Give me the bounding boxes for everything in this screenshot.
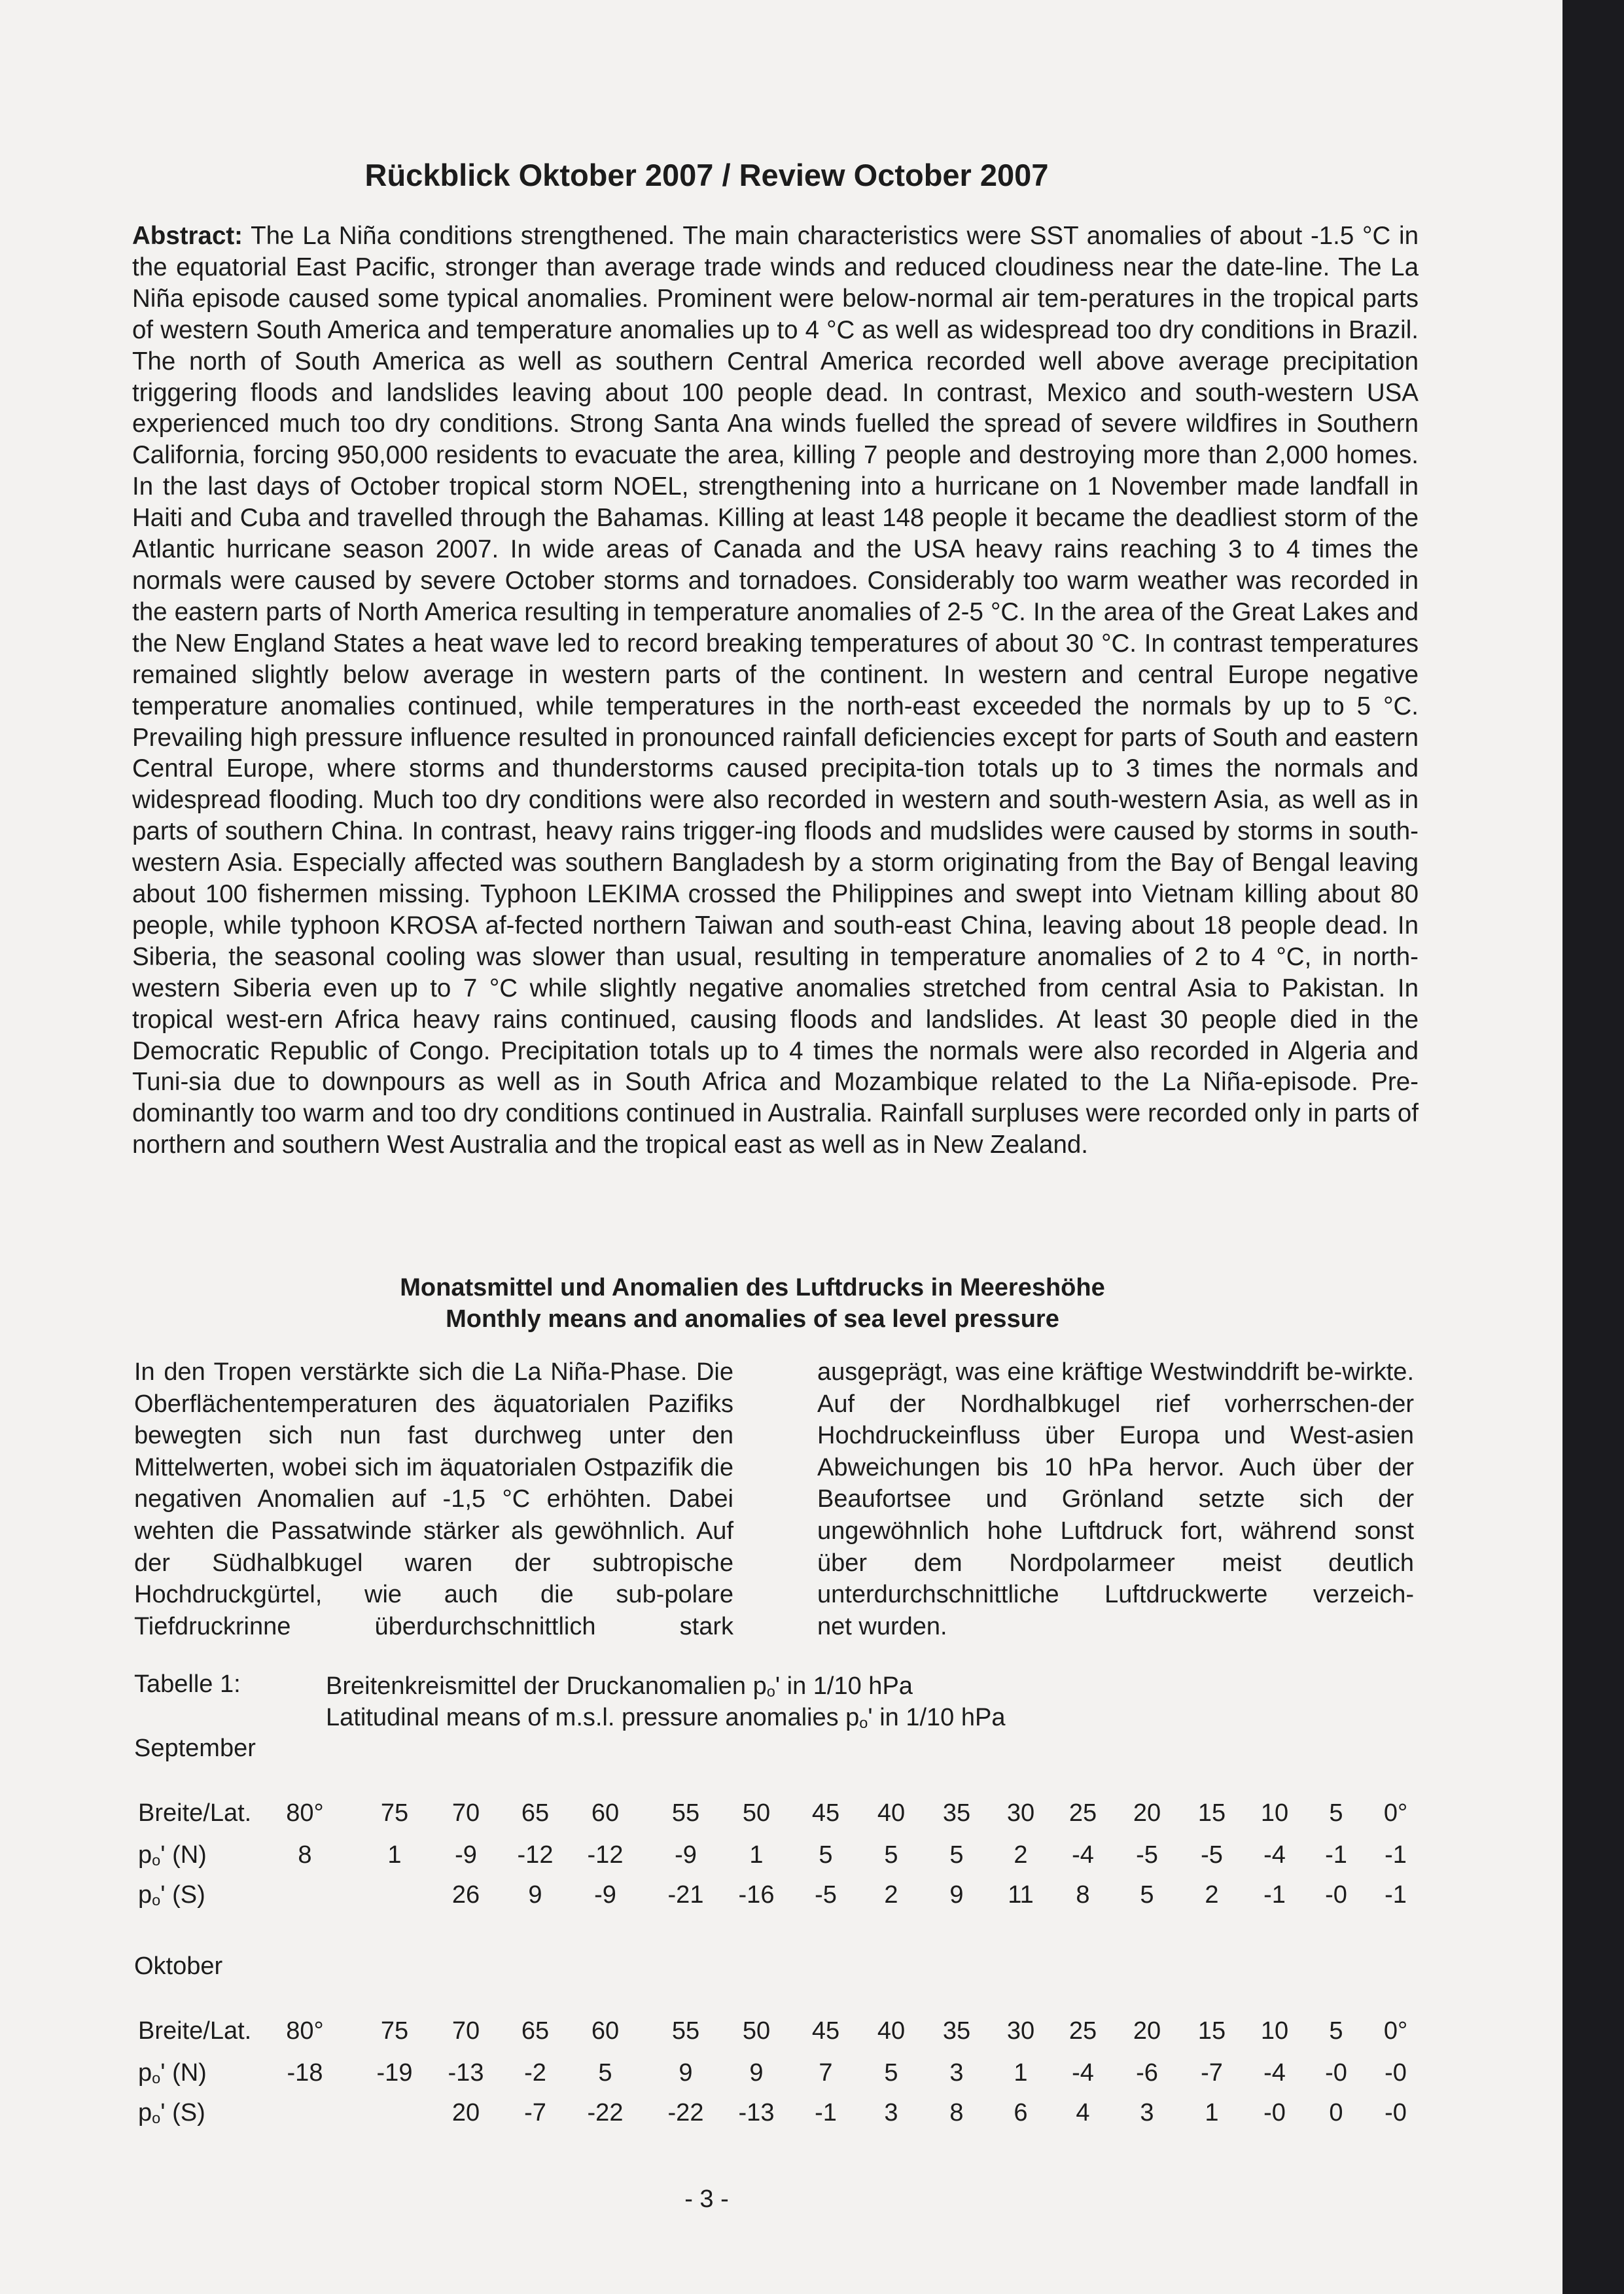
table-cell: -13 [448,2059,484,2087]
table-cell: -9 [675,1841,697,1869]
table-cell: 1 [387,1841,402,1869]
table-cell: 5 [598,2059,612,2087]
table-row [0,1841,1562,1871]
row-label-pressure-n: $p_o'$ (N) [138,2059,207,2087]
table-cell: -5 [1136,1841,1158,1869]
table-cell: 2 [1205,1881,1219,1909]
table-cell: 40 [877,2017,906,2045]
table-cell: 0 [1329,2099,1343,2126]
table-cell: 5 [819,1841,833,1869]
table-cell: 5 [1329,2017,1343,2045]
table-cell: 9 [679,2059,693,2087]
table-cell: 20 [1133,2017,1161,2045]
table-cell: 11 [1008,1881,1034,1909]
row-label-latitude: Breite/Lat. [138,2017,252,2045]
table-cell: -7 [524,2099,546,2126]
table-cell: -21 [667,1881,704,1909]
table-cell: -19 [376,2059,413,2087]
table-cell: 20 [1133,1799,1161,1827]
table-cell: 9 [749,2059,764,2087]
table-cell: -5 [815,1881,837,1909]
abstract-lead: Abstract: [132,222,243,250]
row-label-pressure-s: $p_o'$ (S) [138,1881,205,1909]
table-cell: -4 [1072,1841,1094,1869]
table-cell: 75 [380,2017,409,2045]
table-cell: 10 [1260,1799,1289,1827]
table-cell: 80° [286,1799,324,1827]
table-cell: 50 [742,1799,771,1827]
page-title: Rückblick Oktober 2007 / Review October 2007 [364,158,1049,192]
table-cell: 25 [1068,2017,1097,2045]
table-row [0,2059,1562,2089]
table-cell: 26 [451,1881,480,1909]
table-cell: 55 [671,1799,700,1827]
row-label-pressure-s: $p_o'$ (S) [138,2099,205,2127]
row-label-pressure-n: $p_o'$ (N) [138,1841,207,1869]
table-caption-german: Breitenkreismittel der Druckanomalien $p_o'$ in 1/10 hPa [326,1672,913,1701]
month-label: Oktober [134,1952,223,1980]
table-cell: 75 [380,1799,409,1827]
table-row [0,2017,1562,2047]
table-cell: -9 [594,1881,616,1909]
table-cell: 15 [1197,1799,1226,1827]
table-cell: -1 [1385,1841,1407,1869]
table-row [0,2099,1562,2129]
table-cell: 70 [451,2017,480,2045]
table-cell: -12 [587,1841,624,1869]
right-column-text: ausgeprägt, was eine kräftige Westwinddrift be-wirkte. Auf der Nordhalbkugel rief vorherrschen-der Hochdruckeinfluss über Europa und West-asien Abweichungen bis 10 hPa hervor. Auch über der Beaufortsee und Grönland setzte sich der ungewöhnlich hohe Luftdruck fort, während sonst über dem Nordpolarmeer meist deutlich unterdurchschnittliche Luftdruckwerte verzeich- [817,1358,1414,1609]
section-heading-german: Monatsmittel und Anomalien des Luftdrucks in Meereshöhe [400,1274,1105,1301]
table-cell: 8 [949,2099,964,2126]
table-cell: -0 [1385,2059,1407,2087]
table-cell: 1 [749,1841,764,1869]
table-cell: -4 [1072,2059,1094,2087]
table-cell: -2 [524,2059,546,2087]
table-cell: -22 [587,2099,624,2126]
right-column-last-line: net wurden. [817,1612,947,1640]
table-cell: 40 [877,1799,906,1827]
table-cell: -22 [667,2099,704,2126]
table-cell: -7 [1201,2059,1223,2087]
table-row [0,1881,1562,1911]
right-column [817,1356,1414,1642]
scan-dark-edge [1562,0,1624,2294]
table-cell: 0° [1383,2017,1408,2045]
table-cell: 8 [298,1841,312,1869]
table-cell: -0 [1385,2099,1407,2126]
abstract-paragraph [132,221,1419,1161]
table-cell: -1 [1385,1881,1407,1909]
table-cell: 9 [528,1881,542,1909]
month-label: September [134,1735,256,1762]
table-cell: 1 [1014,2059,1028,2087]
table-cell: -9 [455,1841,477,1869]
table-cell: -6 [1136,2059,1158,2087]
table-cell: 8 [1076,1881,1090,1909]
table-row [0,1799,1562,1829]
table-cell: 25 [1068,1799,1097,1827]
table-cell: 5 [949,1841,964,1869]
table-cell: 65 [521,2017,550,2045]
table-cell: 65 [521,1799,550,1827]
table-cell: 55 [671,2017,700,2045]
row-label-latitude: Breite/Lat. [138,1799,252,1827]
table-cell: -0 [1263,2099,1286,2126]
table-cell: 45 [811,1799,840,1827]
table-cell: 30 [1006,2017,1035,2045]
table-cell: 9 [949,1881,964,1909]
table-cell: -4 [1263,2059,1286,2087]
table-caption-english: Latitudinal means of m.s.l. pressure anomalies $p_o'$ in 1/10 hPa [326,1704,1006,1732]
table-cell: -1 [1325,1841,1347,1869]
table-cell: 35 [942,2017,971,2045]
left-column-text: In den Tropen verstärkte sich die La Niña-Phase. Die Oberflächentemperaturen des äquatorialen Pazifiks bewegten sich nun fast durchweg unter den Mittelwerten, wobei sich im äquatorialen Ostpazifik die negativen Anomalien auf -1,5 °C erhöhten. Dabei wehten die Passatwinde stärker als gewöhnlich. Auf der Südhalbkugel waren der subtropische Hochdruckgürtel, wie auch die sub-polare Tiefdruckrinne überdurchschnittlich stark [134,1358,733,1640]
table-cell: 3 [884,2099,898,2126]
table-cell: 15 [1197,2017,1226,2045]
table-cell: -0 [1325,1881,1347,1909]
table-cell: 60 [591,2017,620,2045]
table-cell: -16 [738,1881,775,1909]
table-cell: 3 [949,2059,964,2087]
table-cell: -1 [1263,1881,1286,1909]
table-cell: 4 [1076,2099,1090,2126]
table-cell: 6 [1014,2099,1028,2126]
table-cell: 5 [1140,1881,1154,1909]
section-heading-english: Monthly means and anomalies of sea level pressure [446,1305,1059,1333]
table-cell: 2 [1014,1841,1028,1869]
table-cell: 0° [1383,1799,1408,1827]
section-heading [0,1272,1505,1335]
table-cell: -0 [1325,2059,1347,2087]
table-cell: 70 [451,1799,480,1827]
page-number: - 3 - [684,2185,729,2213]
abstract-text: The La Niña conditions strengthened. The main characteristics were SST anomalies of about -1.5 °C in the equatorial East Pacific, stronger than average trade winds and reduced cloudiness near the date-line. The La Niña episode caused some typical anomalies. Prominent were below-normal air tem-peratures in the tropical parts of western South America and temperature anomalies up to 4 °C as well as widespread too dry conditions in Brazil. The north of South America as well as southern Central America recorded well above average precipitation triggering floods and landslides leaving about 100 people dead. In contrast, Mexico and south-western USA experienced much too dry conditions. Strong Santa Ana winds fuelled the spread of severe wildfires in Southern California, forcing 950,000 residents to evacuate the area, killing 7 people and destroying more than 2,000 homes. In the last days of October tropical storm NOEL, strengthening into a hurricane on 1 November made landfall in Haiti and Cuba and travelled through the Bahamas. Killing at least 148 people it became the deadliest storm of the Atlantic hurricane season 2007. In wide areas of Canada and the USA heavy rains reaching 3 to 4 times the normals were caused by severe October storms and tornadoes. Considerably too warm weather was recorded in the eastern parts of North America resulting in temperature anomalies of 2-5 °C. In the area of the Great Lakes and the New England States a heat wave led to record breaking temperatures of about 30 °C. In contrast temperatures remained slightly below average in western parts of the continent. In western and central Europe negative temperature anomalies continued, while temperatures in the north-east exceeded the normals by up to 5 °C. Prevailing high pressure influence resulted in pronounced rainfall deficiencies except for parts of South and eastern Central Europe, where storms and thunderstorms caused precipita-tion totals up to 3 times the normals and widespread flooding. Much too dry conditions were also recorded in western and south-western Asia, as well as in parts of southern China. In contrast, heavy rains trigger-ing floods and mudslides were caused by storms in south-western Asia. Especially affected was southern Bangladesh by a storm originating from the Bay of Bengal leaving about 100 fishermen missing. Typhoon LEKIMA crossed the Philippines and swept into Vietnam killing about 80 people, while typhoon KROSA af-fected northern Taiwan and south-east China, leaving about 18 people dead. In Siberia, the seasonal cooling was slower than usual, resulting in temperature anomalies of 2 to 4 °C, in north-western Siberia even up to 7 °C while slightly negative anomalies stretched from central Asia to Pakistan. In tropical west-ern Africa heavy rains continued, causing floods and landslides. At least 30 people died in the Democratic Republic of Congo. Precipitation totals up to 4 times the normals were also recorded in Algeria and Tuni-sia due to downpours as well as in South Africa and Mozambique related to the La Niña-episode. Pre-dominantly too warm and too dry conditions continued in Australia. Rainfall surpluses were recorded only in parts of northern and southern West Australia and the tropical east as well as in New Zealand. [132,222,1419,1159]
table-cell: 5 [1329,1799,1343,1827]
table-cell: 7 [819,2059,833,2087]
table-cell: 20 [451,2099,480,2126]
table-cell: 1 [1205,2099,1219,2126]
table-cell: 3 [1140,2099,1154,2126]
table-cell: 5 [884,1841,898,1869]
table-cell: -4 [1263,1841,1286,1869]
table-cell: 45 [811,2017,840,2045]
table-label: Tabelle 1: [134,1670,241,1698]
table-cell: -13 [738,2099,775,2126]
table-cell: 2 [884,1881,898,1909]
table-cell: 5 [884,2059,898,2087]
table-cell: 10 [1260,2017,1289,2045]
table-cell: 30 [1006,1799,1035,1827]
table-cell: 80° [286,2017,324,2045]
table-cell: 35 [942,1799,971,1827]
table-cell: -18 [287,2059,323,2087]
table-caption [326,1670,1005,1733]
table-cell: -12 [517,1841,554,1869]
table-cell: 60 [591,1799,620,1827]
table-cell: -1 [815,2099,837,2126]
table-cell: -5 [1201,1841,1223,1869]
table-cell: 50 [742,2017,771,2045]
